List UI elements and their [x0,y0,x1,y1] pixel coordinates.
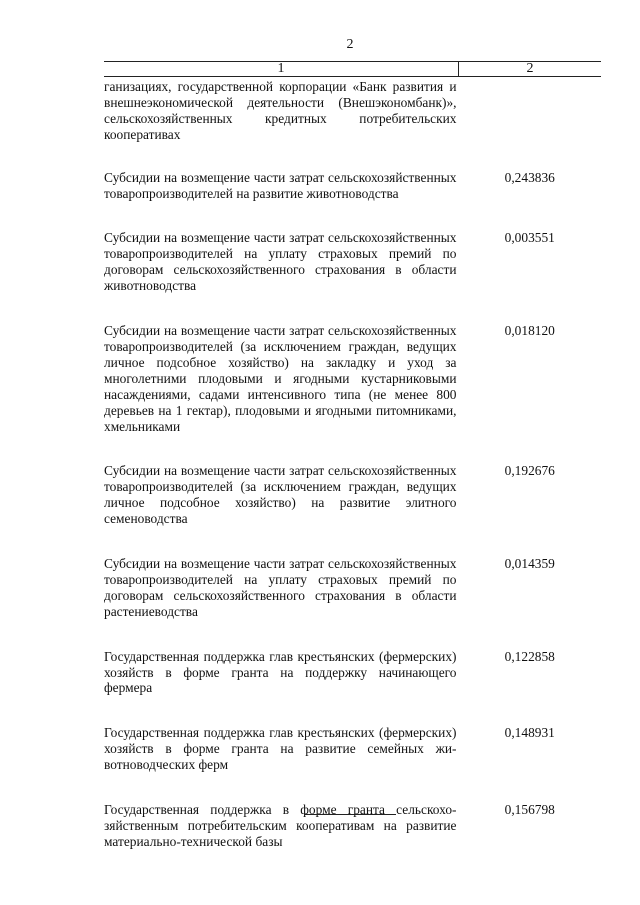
table-row [104,556,601,649]
table-row [104,463,601,556]
row-description: Субсидии на возмещение части затрат сельскохозяйственных товаропроизводителей на уплату страховых премий по договорам сельскохозяйственного страхования в области растениеводства [104,556,457,619]
table-row [104,170,601,231]
table-row [104,649,601,726]
row-value: 0,014359 [504,556,555,572]
table-row [104,802,601,850]
row-description: Субсидии на возмещение части затрат сельскохозяйственных товаропроизводителей (за исключением граждан, ведущих личное подсобное хозяйство) на закладку и уход за многолетними плодовыми и ягодными кустарниковыми насаждениями, садами интенсивного типа (не менее 800 деревьев на 1 гектар), плодовыми и ягодными питомниками, хмельниками [104,323,457,434]
row-description: Субсидии на возмещение части затрат сельскохозяйственных товаропроизводителей на уплату страховых премий по договорам сельскохозяйственного страхования в области животноводства [104,230,457,294]
row-value: 0,148931 [504,725,555,741]
row-value: 0,122858 [504,648,555,664]
row-description: Государственная поддержка глав крестьянских (фермерских) хозяйств в форме гранта на поддержку начинающего фермера [104,648,457,696]
appropriations-table [104,61,601,850]
closing-divider-line [304,814,396,815]
row-description: Государственная поддержка в форме гранта сельскохозяйственным потребительским кооперативам на развитие материально-технической базы [104,802,457,849]
row-description: Субсидии на возмещение части затрат сельскохозяйственных товаропроизводителей (за исключением граждан, ведущих личное подсобное хозяйство) на развитие элитного семеноводства [104,463,457,527]
row-description: ганизациях, государственной корпорации «Банк развития и внешнеэкономической деятельности (Внешэкономбанк)», сельскохозяйственных кредитных потребительских кооперативах [104,79,457,142]
row-value [459,77,602,170]
page-number: 2 [346,37,354,52]
row-description: Государственная поддержка глав крестьянских (фермерских) хозяйств в форме гранта на развитие семейных животноводческих ферм [104,725,457,773]
row-value: 0,003551 [504,230,555,246]
table-row [104,77,601,170]
column-header-1: 1 [104,62,459,77]
table-row [104,323,601,463]
table-header-row [104,62,601,77]
row-value: 0,192676 [504,463,555,479]
row-value: 0,018120 [504,323,555,339]
column-header-2: 2 [459,62,602,77]
row-description: Субсидии на возмещение части затрат сельскохозяйственных товаропроизводителей на развитие животноводства [104,169,457,201]
row-value: 0,156798 [504,802,555,818]
row-value: 0,243836 [504,169,555,185]
table-row [104,230,601,323]
table-row [104,725,601,802]
